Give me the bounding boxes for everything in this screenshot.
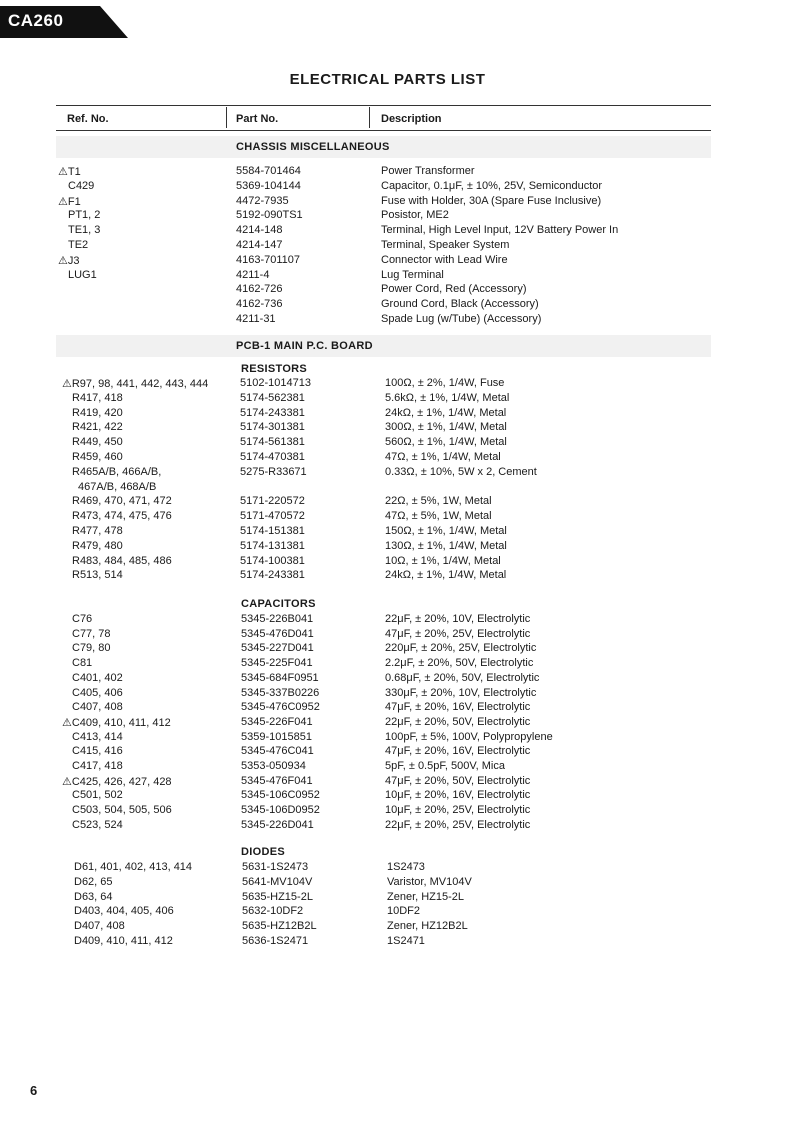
description: 100pF, ± 5%, 100V, Polypropylene: [385, 730, 553, 743]
part-no: 5174-151381: [240, 525, 305, 537]
parts-row: [0, 642, 793, 657]
parts-row: [0, 283, 793, 298]
description: Terminal, Speaker System: [381, 239, 510, 251]
description: 300Ω, ± 1%, 1/4W, Metal: [385, 421, 507, 434]
col-ref-no: Ref. No.: [67, 113, 109, 125]
parts-row: [0, 861, 793, 876]
ref-no: C79, 80: [72, 642, 111, 655]
ref-no: C407, 408: [72, 701, 123, 714]
parts-row: [0, 701, 793, 716]
description: Spade Lug (w/Tube) (Accessory): [381, 313, 542, 325]
part-no: 4211-31: [236, 313, 276, 325]
part-no: 5631-1S2473: [242, 861, 309, 873]
ref-no: C415, 416: [72, 745, 123, 758]
part-no: 5345-106D0952: [241, 804, 320, 817]
ref-no: C501, 502: [72, 789, 123, 802]
part-no: 5174-131381: [240, 539, 305, 552]
description: 10μF, ± 20%, 25V, Electrolytic: [385, 804, 531, 817]
part-no: 5174-470381: [240, 451, 305, 463]
description: Ground Cord, Black (Accessory): [381, 298, 539, 311]
parts-row: [0, 436, 793, 451]
parts-row: [0, 165, 793, 180]
description: 10Ω, ± 1%, 1/4W, Metal: [385, 554, 501, 567]
description: 2.2μF, ± 20%, 50V, Electrolytic: [385, 657, 534, 670]
part-no: 5636-1S2471: [242, 935, 309, 947]
parts-row: [0, 377, 793, 392]
subsection-capacitors: CAPACITORS: [241, 598, 316, 610]
description: 220μF, ± 20%, 25V, Electrolytic: [385, 642, 537, 655]
part-no: 5174-100381: [240, 554, 305, 567]
description: 47μF, ± 20%, 25V, Electrolytic: [385, 627, 531, 640]
parts-row: [0, 613, 793, 628]
parts-row: [0, 540, 793, 555]
parts-row: [0, 876, 793, 891]
part-no: 5174-243381: [240, 569, 305, 582]
part-no: 5345-476C0952: [241, 701, 320, 714]
part-no: 4211-4: [236, 268, 270, 281]
part-no: 5345-226D041: [241, 818, 314, 831]
part-no: 4163-701107: [236, 253, 301, 266]
part-no: 5171-470572: [240, 510, 305, 523]
part-no: 5345-227D041: [241, 642, 314, 655]
part-no: 4162-736: [236, 298, 283, 311]
parts-row: [0, 525, 793, 540]
ref-no: C405, 406: [72, 686, 123, 699]
part-no: 4472-7935: [236, 194, 289, 207]
ref-no: R459, 460: [72, 451, 123, 463]
part-no: 5102-1014713: [240, 377, 311, 389]
part-no: 5192-090TS1: [236, 209, 303, 222]
description: Zener, HZ12B2L: [387, 920, 468, 933]
parts-row: [0, 804, 793, 819]
ref-no: ⚠R97, 98, 441, 442, 443, 444: [62, 378, 209, 390]
parts-row: [0, 313, 793, 328]
part-no: 5345-337B0226: [241, 686, 320, 699]
description: 22μF, ± 20%, 25V, Electrolytic: [385, 818, 531, 831]
section-title-pcb1: PCB-1 MAIN P.C. BOARD: [236, 340, 373, 352]
model-tab: [0, 6, 128, 38]
description: 5.6kΩ, ± 1%, 1/4W, Metal: [385, 391, 510, 404]
parts-row: [0, 569, 793, 584]
parts-row: [0, 224, 793, 239]
description: 560Ω, ± 1%, 1/4W, Metal: [385, 436, 507, 449]
part-no: 5174-562381: [240, 391, 305, 404]
description: 330μF, ± 20%, 10V, Electrolytic: [385, 686, 537, 699]
description: 1S2473: [387, 861, 425, 873]
parts-row: [0, 298, 793, 313]
part-no: 5171-220572: [240, 495, 305, 508]
page-title: ELECTRICAL PARTS LIST: [289, 71, 486, 88]
ref-no: D407, 408: [74, 920, 125, 933]
description: 22μF, ± 20%, 10V, Electrolytic: [385, 613, 531, 625]
page-number: 6: [30, 1083, 38, 1098]
description: 47Ω, ± 1%, 1/4W, Metal: [385, 451, 501, 463]
section-title-chassis: CHASSIS MISCELLANEOUS: [236, 141, 390, 153]
model-label: CA260: [8, 11, 64, 30]
section-band-chassis: [56, 136, 711, 158]
parts-row: [0, 731, 793, 746]
parts-row: [0, 510, 793, 525]
parts-row: [0, 421, 793, 436]
parts-row: [0, 495, 793, 510]
description: Fuse with Holder, 30A (Spare Fuse Inclusive): [381, 194, 602, 207]
parts-row: [0, 180, 793, 195]
ref-no: R419, 420: [72, 406, 123, 419]
parts-row: [0, 891, 793, 906]
parts-row: [0, 466, 793, 481]
ref-no: TE1, 3: [68, 224, 101, 237]
parts-row: [0, 407, 793, 422]
part-no: 4214-148: [236, 224, 283, 237]
part-no: 5359-1015851: [241, 730, 312, 743]
part-no: 5345-225F041: [241, 657, 313, 670]
parts-row: [0, 481, 793, 496]
description: 1S2471: [387, 935, 425, 947]
col-description: Description: [381, 113, 442, 125]
description: 22μF, ± 20%, 50V, Electrolytic: [385, 715, 531, 728]
parts-row: [0, 451, 793, 466]
column-header: [56, 105, 711, 131]
description: 24kΩ, ± 1%, 1/4W, Metal: [385, 406, 507, 419]
ref-no: D63, 64: [74, 890, 113, 903]
ref-no: C401, 402: [72, 671, 123, 684]
parts-row: [0, 935, 793, 950]
ref-no: R449, 450: [72, 436, 123, 449]
part-no: 5345-226B041: [241, 613, 314, 625]
description: Power Cord, Red (Accessory): [381, 283, 527, 296]
ref-no: R465A/B, 466A/B,: [72, 465, 162, 478]
ref-no: C523, 524: [72, 818, 123, 831]
parts-row: [0, 195, 793, 210]
parts-row: [0, 789, 793, 804]
col-divider: [369, 107, 370, 128]
section-band-pcb1: [56, 335, 711, 357]
ref-no: R479, 480: [72, 539, 123, 552]
part-no: 5635-HZ15-2L: [242, 890, 313, 903]
part-no: 5641-MV104V: [242, 875, 313, 888]
part-no: 5275-R33671: [240, 465, 307, 478]
parts-row: [0, 775, 793, 790]
parts-row: [0, 269, 793, 284]
description: Posistor, ME2: [381, 209, 449, 222]
description: Connector with Lead Wire: [381, 253, 508, 266]
description: Terminal, High Level Input, 12V Battery Power In: [381, 224, 619, 237]
ref-no: C503, 504, 505, 506: [72, 804, 172, 817]
description: 47μF, ± 20%, 16V, Electrolytic: [385, 701, 531, 714]
ref-no: PT1, 2: [68, 209, 101, 222]
ref-no: R477, 478: [72, 525, 123, 537]
ref-no: C76: [72, 613, 93, 625]
part-no: 5345-476C041: [241, 745, 314, 758]
parts-row: [0, 672, 793, 687]
part-no: 5584-701464: [236, 165, 301, 177]
subsection-resistors: RESISTORS: [241, 363, 308, 375]
part-no: 5345-476D041: [241, 627, 314, 640]
parts-row: [0, 687, 793, 702]
ref-no: D62, 65: [74, 875, 113, 888]
ref-no: ⚠J3: [58, 254, 80, 267]
description: 130Ω, ± 1%, 1/4W, Metal: [385, 539, 507, 552]
part-no: 5174-301381: [240, 421, 305, 434]
part-no: 5345-106C0952: [241, 789, 320, 802]
description: Power Transformer: [381, 165, 475, 177]
part-no: 5345-684F0951: [241, 671, 319, 684]
parts-row: [0, 392, 793, 407]
ref-no: R417, 418: [72, 391, 123, 404]
description: Lug Terminal: [381, 268, 444, 281]
ref-no: R473, 474, 475, 476: [72, 510, 172, 523]
description: 22Ω, ± 5%, 1W, Metal: [385, 495, 492, 508]
description: 10μF, ± 20%, 16V, Electrolytic: [385, 789, 531, 802]
parts-row: [0, 657, 793, 672]
description: Capacitor, 0.1μF, ± 10%, 25V, Semiconductor: [381, 179, 603, 192]
ref-no: R421, 422: [72, 421, 123, 434]
ref-no: R483, 484, 485, 486: [72, 554, 172, 567]
ref-no: C413, 414: [72, 730, 123, 743]
ref-no: C429: [68, 179, 95, 192]
part-no: 5345-226F041: [241, 715, 313, 728]
ref-no: ⚠C425, 426, 427, 428: [62, 775, 172, 788]
description: 5pF, ± 0.5pF, 500V, Mica: [385, 760, 505, 772]
part-no: 5174-243381: [240, 406, 305, 419]
parts-row: [0, 745, 793, 760]
parts-row: [0, 905, 793, 920]
part-no: 5369-104144: [236, 179, 301, 192]
part-no: 4162-726: [236, 283, 283, 296]
description: 47μF, ± 20%, 16V, Electrolytic: [385, 745, 531, 758]
description: 10DF2: [387, 905, 421, 918]
col-part-no: Part No.: [236, 113, 279, 125]
description: 100Ω, ± 2%, 1/4W, Fuse: [385, 377, 505, 389]
ref-no: ⚠C409, 410, 411, 412: [62, 716, 171, 729]
ref-no: C77, 78: [72, 627, 111, 640]
description: 47μF, ± 20%, 50V, Electrolytic: [385, 774, 531, 787]
ref-no: R513, 514: [72, 569, 123, 582]
ref-no: ⚠T1: [58, 166, 81, 178]
ref-no: D403, 404, 405, 406: [74, 905, 174, 918]
parts-row: [0, 819, 793, 834]
ref-no: 467A/B, 468A/B: [78, 480, 157, 493]
parts-row: [0, 716, 793, 731]
part-no: 5345-476F041: [241, 774, 313, 787]
ref-no: ⚠F1: [58, 195, 81, 208]
ref-no: R469, 470, 471, 472: [72, 495, 172, 508]
description: 150Ω, ± 1%, 1/4W, Metal: [385, 525, 507, 537]
ref-no: TE2: [68, 239, 89, 251]
ref-no: LUG1: [68, 268, 97, 281]
ref-no: D61, 401, 402, 413, 414: [74, 861, 193, 873]
description: Varistor, MV104V: [387, 875, 472, 888]
ref-no: C417, 418: [72, 760, 123, 772]
description: 24kΩ, ± 1%, 1/4W, Metal: [385, 569, 507, 582]
description: 47Ω, ± 5%, 1W, Metal: [385, 510, 492, 523]
subsection-diodes: DIODES: [241, 846, 285, 858]
parts-row: [0, 628, 793, 643]
part-no: 4214-147: [236, 239, 283, 251]
ref-no: C81: [72, 657, 93, 670]
description: Zener, HZ15-2L: [387, 890, 465, 903]
parts-row: [0, 555, 793, 570]
parts-row: [0, 760, 793, 775]
parts-row: [0, 239, 793, 254]
ref-no: D409, 410, 411, 412: [74, 935, 173, 947]
part-no: 5632-10DF2: [242, 905, 304, 918]
description: 0.33Ω, ± 10%, 5W x 2, Cement: [385, 465, 537, 478]
parts-row: [0, 920, 793, 935]
part-no: 5174-561381: [240, 436, 305, 449]
parts-row: [0, 254, 793, 269]
parts-row: [0, 209, 793, 224]
part-no: 5353-050934: [241, 760, 306, 772]
part-no: 5635-HZ12B2L: [242, 920, 317, 933]
col-divider: [226, 107, 227, 128]
description: 0.68μF, ± 20%, 50V, Electrolytic: [385, 671, 540, 684]
